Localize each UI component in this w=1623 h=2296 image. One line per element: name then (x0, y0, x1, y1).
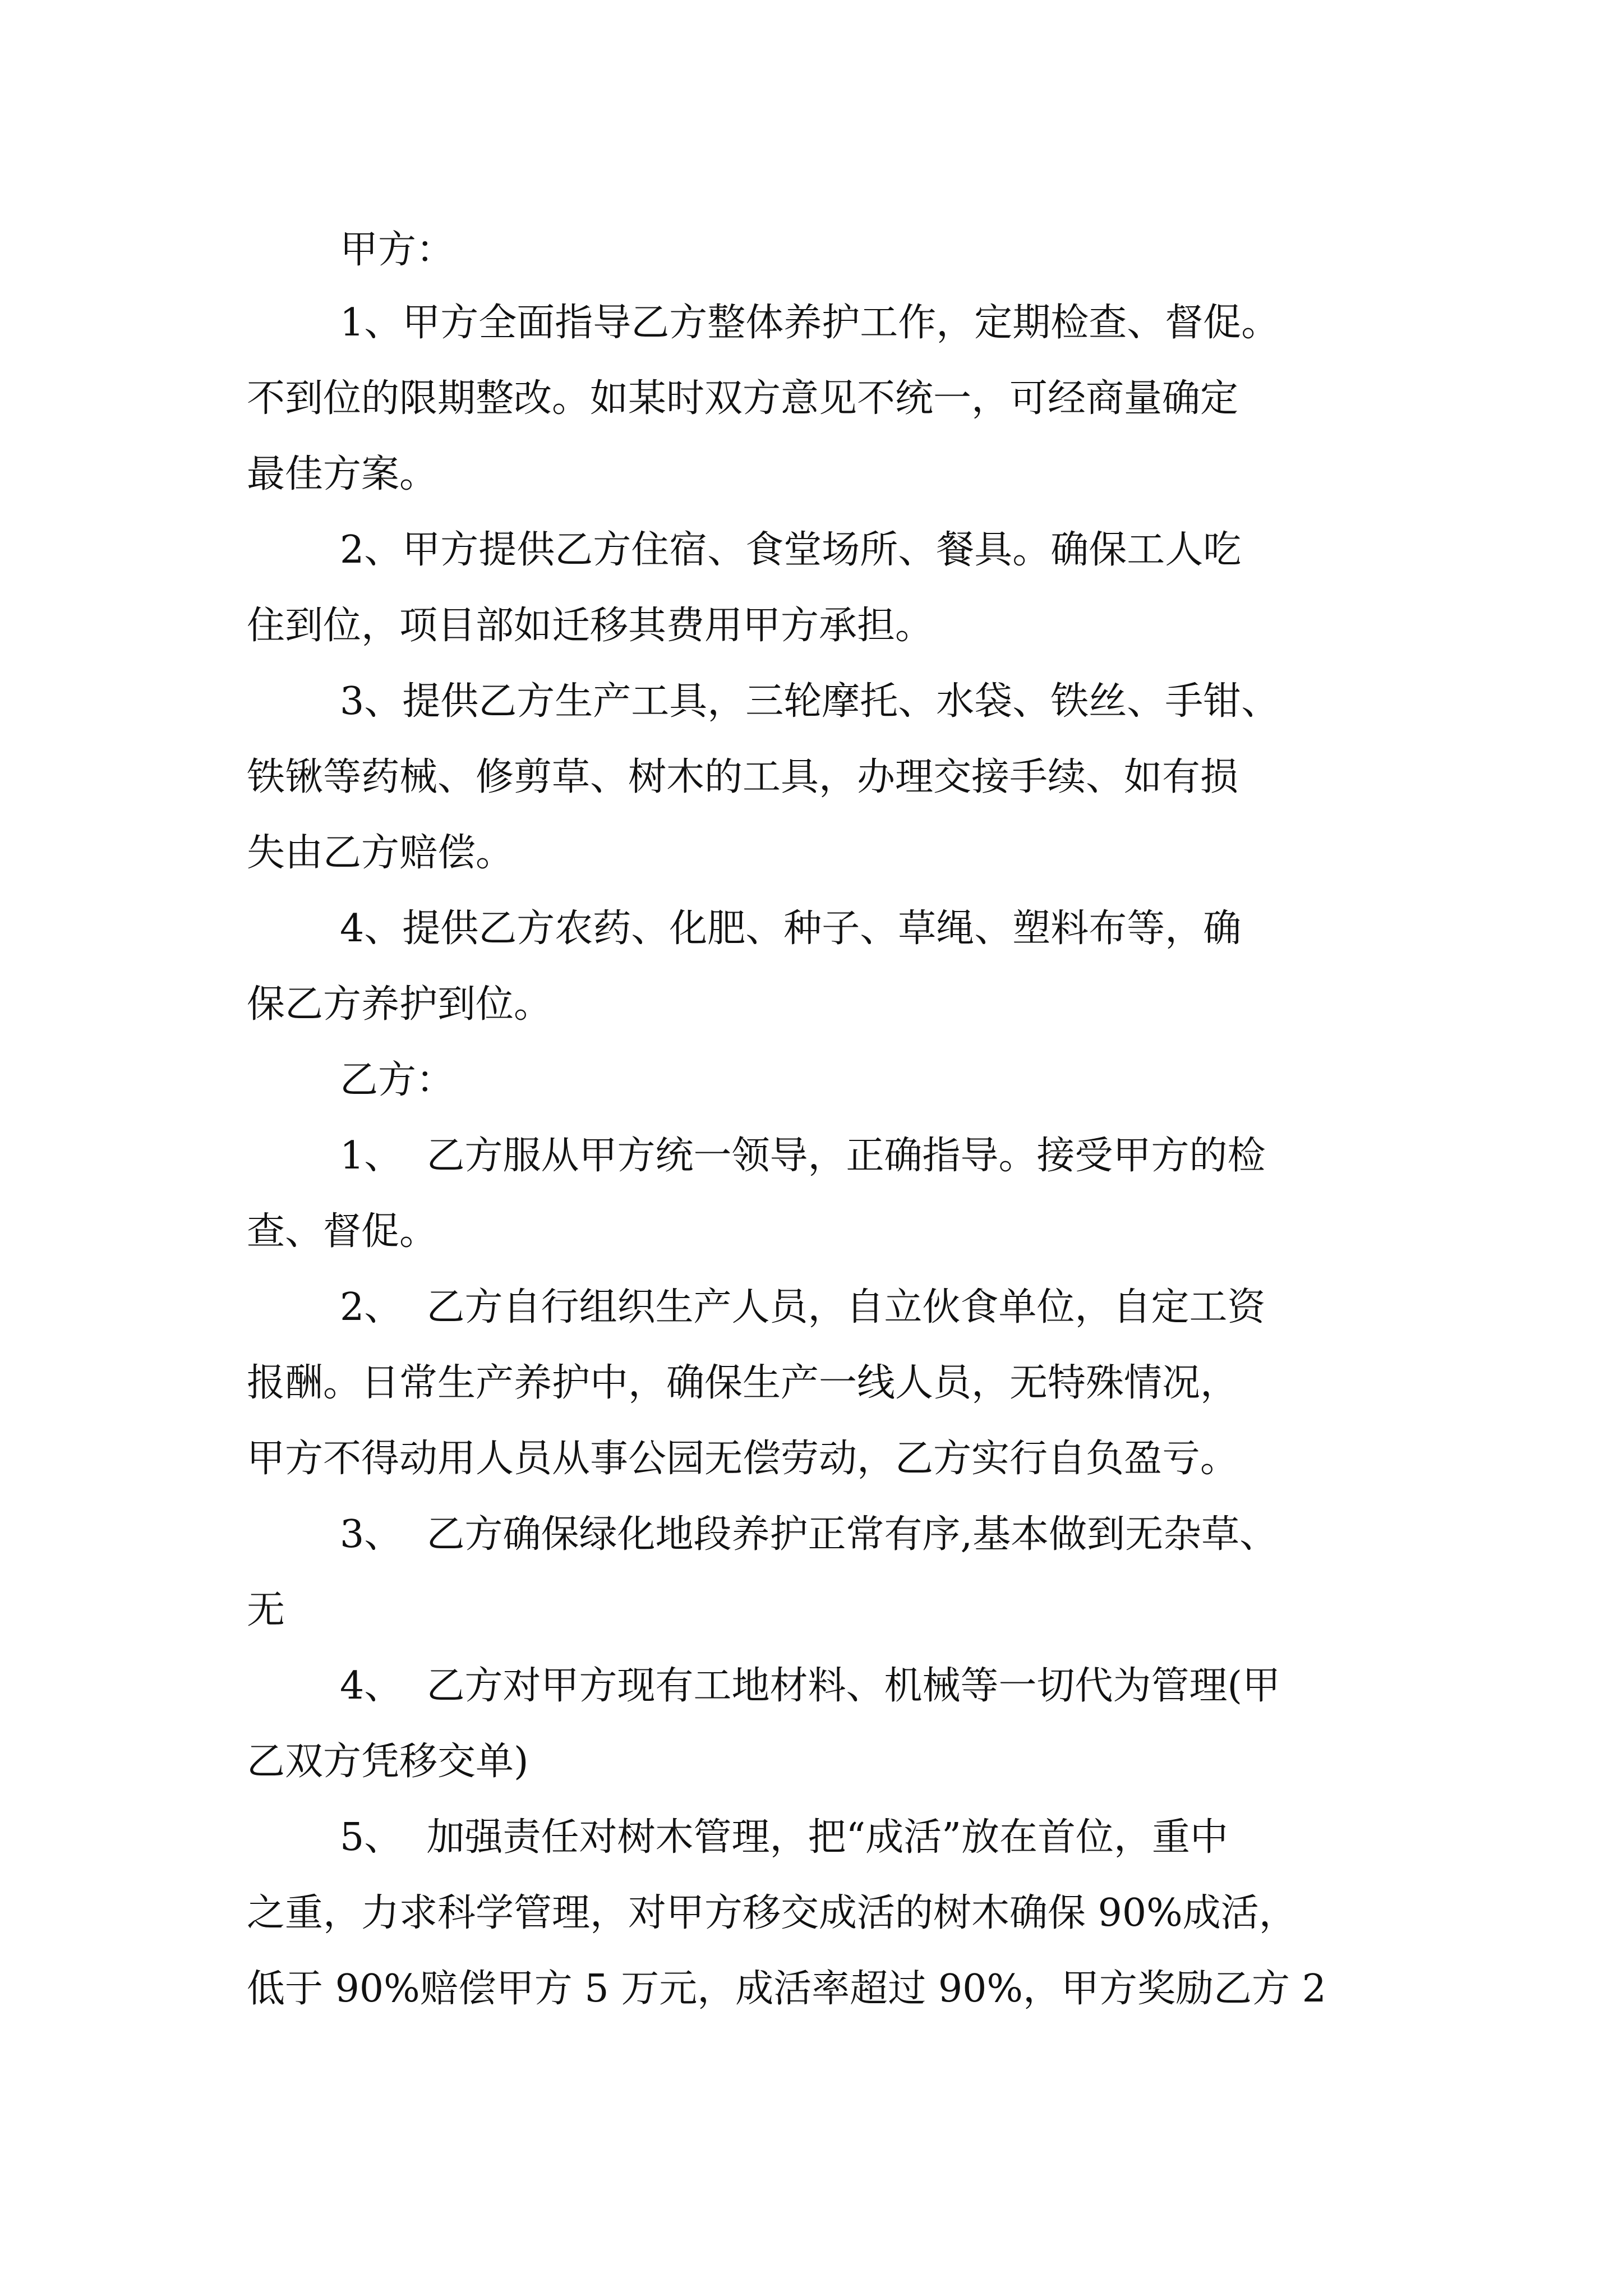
text-line: 1、甲方全面指导乙方整体养护工作，定期检查、督促。 (340, 301, 1280, 345)
text-line: 3、提供乙方生产工具，三轮摩托、水袋、铁丝、手钳、 (340, 679, 1280, 724)
text-line: 4、提供乙方农药、化肥、种子、草绳、塑料布等，确 (340, 907, 1242, 951)
heading-party-a: 甲方： (340, 228, 455, 272)
text-line: 2、 乙方自行组织生产人员，自立伙食单位，自定工资 (340, 1285, 1266, 1329)
text-line: 查、督促。 (247, 1209, 438, 1254)
text-line: 不到位的限期整改。如某时双方意见不统一，可经商量确定 (247, 376, 1239, 421)
text-line: 1、 乙方服从甲方统一领导，正确指导。接受甲方的检 (340, 1134, 1266, 1178)
text-line: 乙双方凭移交单) (247, 1740, 529, 1784)
text-line: 最佳方案。 (247, 452, 438, 496)
text-line: 保乙方养护到位。 (247, 982, 552, 1027)
text-line: 2、甲方提供乙方住宿、食堂场所、餐具。确保工人吃 (340, 528, 1242, 572)
text-line: 失由乙方赔偿。 (247, 831, 514, 875)
text-line: 5、 加强责任对树木管理，把“成活”放在首位，重中 (340, 1815, 1229, 1860)
text-line: 住到位，项目部如迁移其费用甲方承担。 (247, 604, 934, 648)
text-line: 报酬。日常生产养护中，确保生产一线人员，无特殊情况， (247, 1361, 1239, 1405)
text-line: 3、 乙方确保绿化地段养护正常有序,基本做到无杂草、 (340, 1512, 1278, 1557)
text-line: 之重，力求科学管理，对甲方移交成活的树木确保 90%成活， (247, 1891, 1297, 1935)
heading-party-b: 乙方： (340, 1058, 455, 1102)
text-line: 4、 乙方对甲方现有工地材料、机械等一切代为管理(甲 (340, 1664, 1281, 1708)
text-line: 铁锹等药械、修剪草、树木的工具，办理交接手续、如有损 (247, 755, 1239, 799)
text-line: 无 (247, 1588, 285, 1632)
text-line: 低于 90%赔偿甲方 5 万元，成活率超过 90%，甲方奖励乙方 2 (247, 1967, 1326, 2011)
text-line: 甲方不得动用人员从事公园无偿劳动，乙方实行自负盈亏。 (247, 1437, 1239, 1481)
